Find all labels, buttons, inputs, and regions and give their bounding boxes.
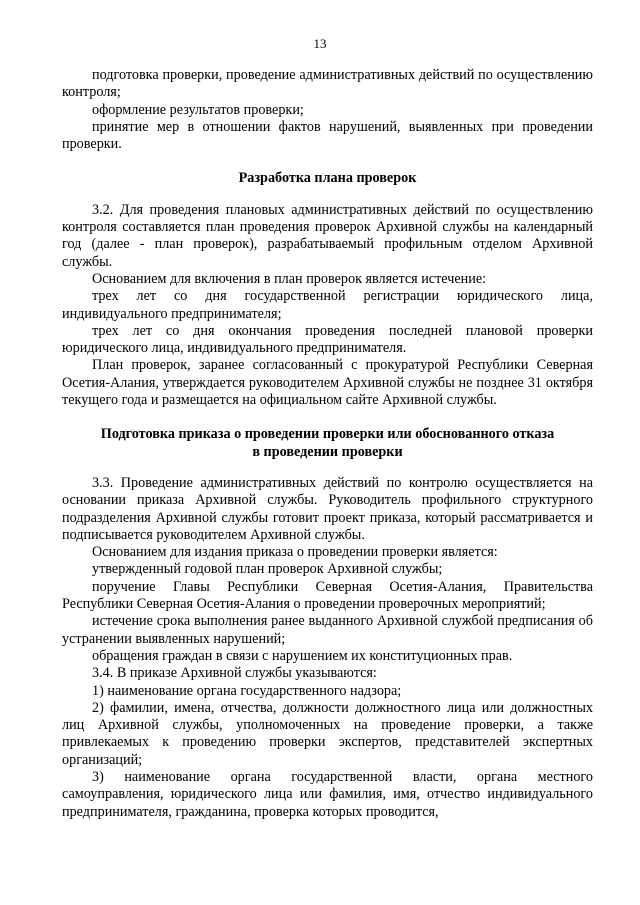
page-number: 13 (313, 36, 327, 51)
plan-paragraph-3: трех лет со дня государственной регистрации юридического лица, индивидуального предпринимателя; (62, 288, 593, 322)
plan-paragraph-1: 3.2. Для проведения плановых административных действий по осуществлению контроля составляется план проведения проверок Архивной службы на календарный год (далее - план проверок), разрабатываемый профильным отделом Архивной службы. (62, 201, 593, 270)
section-heading-order-line1: Подготовка приказа о проведении проверки или обоснованного отказа (100, 426, 555, 443)
plan-paragraph-5: План проверок, заранее согласованный с прокуратурой Республики Северная Осетия-Алания, утверждается руководителем Архивной службы не позднее 31 октября текущего года и размещается на официальном сайте Архивной службы. (62, 357, 593, 409)
order-paragraph-6: обращения граждан в связи с нарушением их конституционных прав. (92, 647, 513, 664)
plan-paragraph-2: Основанием для включения в план проверок является истечение: (92, 270, 487, 287)
spacer (62, 153, 593, 170)
order-paragraph-2: Основанием для издания приказа о проведении проверки является: (92, 544, 498, 561)
plan-paragraph-4: трех лет со дня окончания проведения последней плановой проверки юридического лица, индивидуального предпринимателя. (62, 322, 593, 357)
spacer (62, 409, 593, 426)
section-heading-plan: Разработка плана проверок (238, 170, 417, 187)
order-paragraph-1: 3.3. Проведение административных действий по контролю осуществляется на основании приказа Архивной службы. Руководитель профильного структурного подразделения Архивной службы готовит проект приказа, который рассматривается и подписывается руководителем Архивной службы. (62, 474, 593, 543)
order-paragraph-8: 1) наименование органа государственного надзора; (92, 682, 402, 699)
intro-item-1: подготовка проверки, проведение административных действий по осуществлению контроля; (62, 67, 593, 101)
spacer (62, 461, 593, 475)
intro-item-3: принятие мер в отношении фактов нарушений, выявленных при проведении проверки. (62, 118, 593, 153)
order-paragraph-5: истечение срока выполнения ранее выданного Архивной службой предписания об устранении выявленных нарушений; (62, 613, 593, 647)
order-paragraph-9: 2) фамилии, имена, отчества, должности должностного лица или должностных лиц Архивной службы, уполномоченных на проведение проверки, а также привлекаемых к проведению проверки экспертов, представителей экспертных организаций; (62, 699, 593, 768)
section-heading-order-line2: в проведении проверки (252, 443, 403, 460)
document-body (62, 67, 593, 821)
spacer (62, 188, 593, 202)
order-paragraph-4: поручение Главы Республики Северная Осетия-Алания, Правительства Республики Северная Осетия-Алания о проведении проверочных мероприятий; (62, 578, 593, 613)
order-paragraph-10: 3) наименование органа государственной власти, органа местного самоуправления, юридического лица или фамилия, имя, отчество индивидуального предпринимателя, гражданина, проверка которых проводится, (62, 768, 593, 820)
order-paragraph-7: 3.4. В приказе Архивной службы указываются: (92, 665, 377, 682)
intro-item-2: оформление результатов проверки; (92, 101, 304, 118)
order-paragraph-3: утвержденный годовой план проверок Архивной службы; (92, 561, 443, 578)
